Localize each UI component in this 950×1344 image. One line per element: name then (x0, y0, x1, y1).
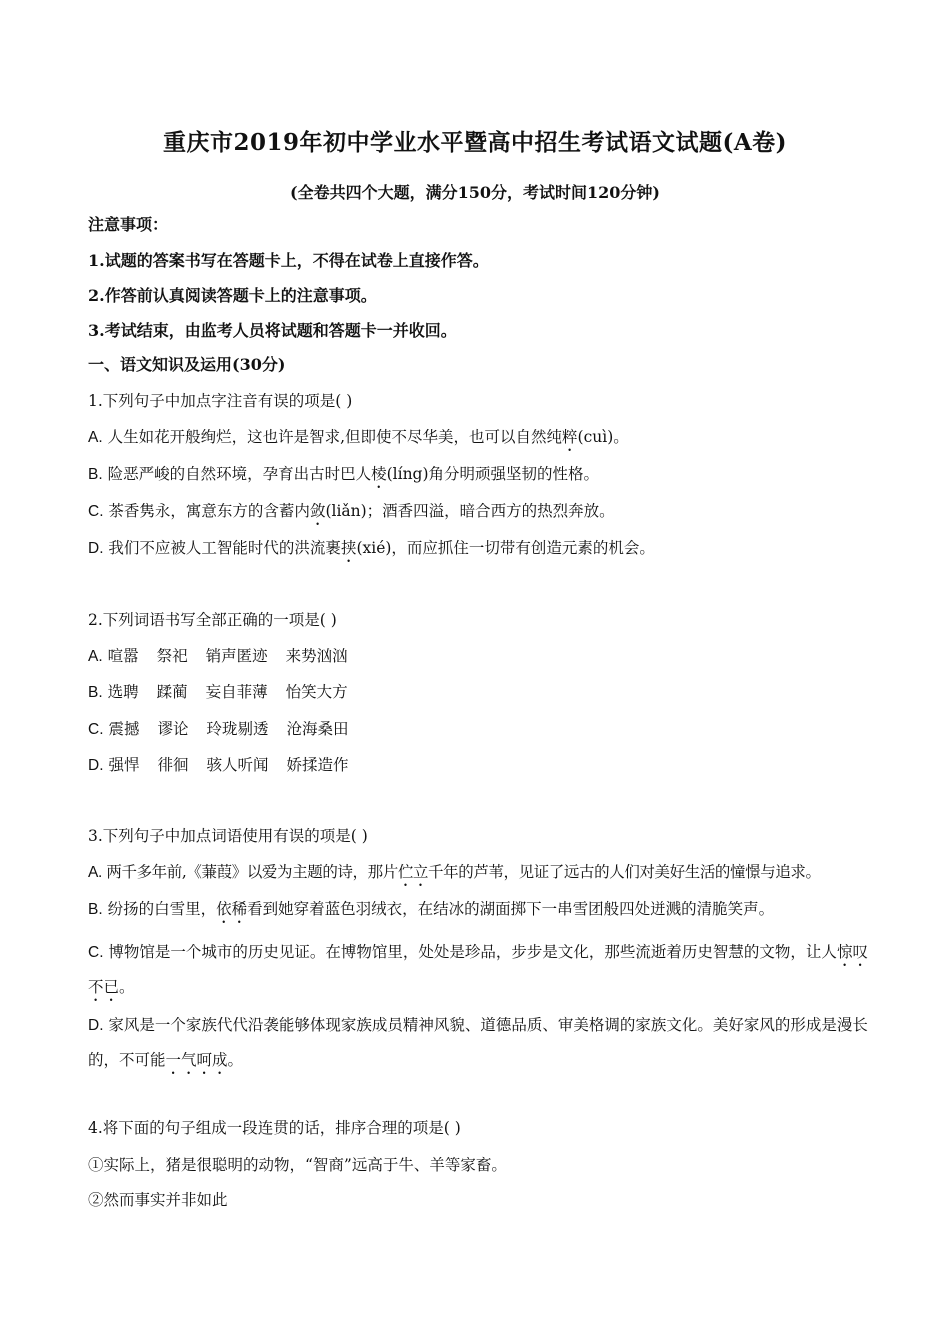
q3-option-b (88, 898, 888, 927)
dotted-word: 依稀 (216, 900, 248, 918)
word: 怡笑大方 (285, 683, 348, 701)
option-text: 我们不应被人工智能时代的洪流裹 (103, 539, 341, 557)
dotted-char: 敛 (309, 502, 326, 520)
question-1-stem: 1.下列句子中加点字注音有误的项是( ) (88, 392, 353, 410)
option-text: 两千多年前,《蒹葭》以爱为主题的诗，那片 (101, 863, 398, 881)
word: 震撼 (108, 720, 140, 738)
option-label: D. (88, 757, 104, 774)
dotted-char: 粹 (562, 428, 578, 446)
notice-item: 1.试题的答案书写在答题卡上，不得在试卷上直接作答。 (88, 251, 489, 270)
option-label: B. (88, 901, 103, 918)
q2-option-c (88, 718, 888, 741)
word: 妄自菲薄 (205, 683, 268, 701)
dotted-word: 惊叹不已 (88, 943, 868, 996)
q1-option-d (88, 537, 888, 566)
option-label: B. (88, 466, 103, 483)
option-text: 博物馆是一个城市的历史见证。在博物馆里，处处是珍品，步步是文化，那些流逝着历史智慧的文物，让人 (103, 943, 837, 961)
word: 喧嚣 (107, 647, 139, 665)
dotted-word: 一气呵成 (165, 1051, 228, 1069)
q3-option-a (88, 861, 888, 890)
option-text: 险恶严峻的自然环境，孕育出古时巴人 (102, 465, 372, 483)
option-label: A. (88, 429, 103, 446)
option-text: 人生如花开般绚烂，这也许是智求,但即使不尽华美，也可以自然纯 (102, 428, 563, 446)
q1-option-b (88, 463, 888, 492)
option-label: A. (88, 648, 103, 665)
notice-heading: 注意事项： (88, 215, 169, 234)
word: 来势汹汹 (285, 647, 348, 665)
q3-option-c (88, 935, 878, 1005)
notice-item: 3.考试结束，由监考人员将试题和答题卡一并收回。 (88, 321, 457, 340)
option-label: A. (88, 864, 102, 881)
option-text: (líng)角分明顽强坚韧的性格。 (386, 465, 600, 483)
word: 谬论 (157, 720, 189, 738)
q1-option-c (88, 500, 888, 529)
section-heading: 一、语文知识及运用(30分) (88, 355, 286, 374)
dotted-char: 挟 (340, 539, 357, 557)
notice-item: 2.作答前认真阅读答题卡上的注意事项。 (88, 286, 377, 305)
word: 娇揉造作 (286, 756, 349, 774)
option-text: 千年的芦苇，见证了远古的人们对美好生活的憧憬与追求。 (428, 863, 821, 881)
sentence-item: ①实际上，猪是很聪明的动物，“智商”远高于牛、羊等家畜。 (88, 1156, 507, 1174)
word: 沧海桑田 (286, 720, 349, 738)
q1-option-a (88, 426, 888, 455)
option-label: B. (88, 684, 103, 701)
option-text: 家风是一个家族代代沿袭能够体现家族成员精神风貌、道德品质、审美格调的家族文化。美好家风的形成是漫长的，不可能 (88, 1016, 868, 1069)
option-text: (xié)，而应抓住一切带有创造元素的机会。 (356, 539, 655, 557)
dotted-char: 棱 (371, 465, 387, 483)
word: 强悍 (108, 756, 140, 774)
word: 销声匿迹 (205, 647, 268, 665)
word: 玲珑剔透 (206, 720, 269, 738)
question-2-stem: 2.下列词语书写全部正确的一项是( ) (88, 611, 337, 629)
option-label: D. (88, 1017, 104, 1034)
word: 骇人听闻 (206, 756, 269, 774)
q2-option-a (88, 645, 888, 668)
dotted-word: 伫立 (397, 863, 429, 881)
option-text: 茶香隽永，寓意东方的含蓄内 (103, 502, 310, 520)
word: 徘徊 (157, 756, 189, 774)
sentence-item: ②然而事实并非如此 (88, 1191, 228, 1209)
option-label: C. (88, 503, 104, 520)
page-title: 重庆市2019年初中学业水平暨高中招生考试语文试题(A卷) (162, 129, 788, 156)
word: 祭祀 (156, 647, 188, 665)
option-text: 。 (227, 1051, 244, 1069)
option-label: C. (88, 721, 104, 738)
word: 选聘 (107, 683, 139, 701)
option-text: 看到她穿着蓝色羽绒衣，在结冰的湖面掷下一串雪团般四处迸溅的清脆笑声。 (247, 900, 775, 918)
question-3-stem: 3.下列句子中加点词语使用有误的项是( ) (88, 827, 368, 845)
q2-option-b (88, 681, 888, 704)
question-4-stem: 4.将下面的句子组成一段连贯的话，排序合理的项是( ) (88, 1119, 461, 1137)
q3-option-d (88, 1008, 878, 1078)
option-label: C. (88, 944, 104, 961)
option-text: (cuì)。 (577, 428, 629, 446)
q2-option-d (88, 754, 888, 777)
option-text: 。 (119, 978, 135, 996)
exam-subtitle: (全卷共四个大题，满分150分，考试时间120分钟) (290, 183, 660, 202)
option-label: D. (88, 540, 104, 557)
word: 蹂蔺 (156, 683, 188, 701)
option-text: 纷扬的白雪里， (102, 900, 217, 918)
option-text: (liǎn)；酒香四溢，暗合西方的热烈奔放。 (325, 502, 615, 520)
